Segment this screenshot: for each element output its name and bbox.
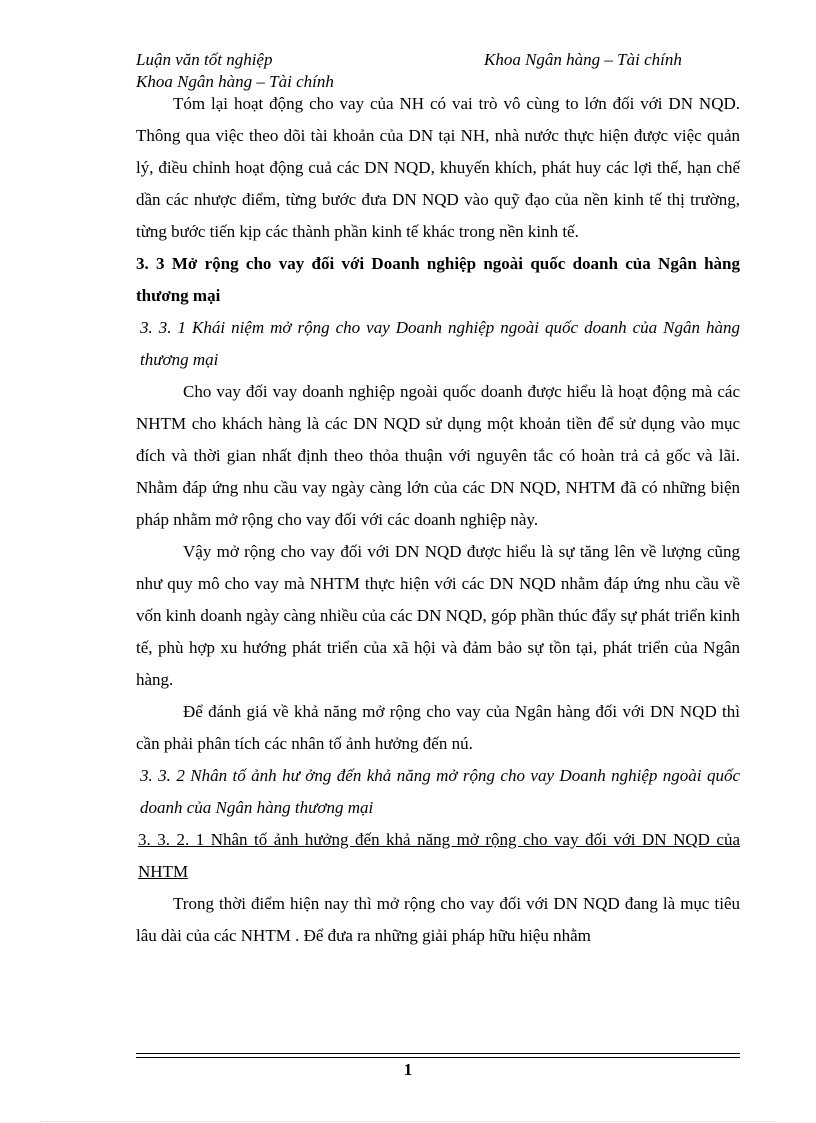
page-bottom-divider	[40, 1121, 776, 1122]
paragraph-current: Trong thời điểm hiện nay thì mở rộng cho vay đối với DN NQD đang là mục tiêu lâu dài của các NHTM . Để đưa ra những giải pháp hữu hiệu nhằm	[136, 894, 740, 945]
paragraph-summary: Tóm lại hoạt động cho vay của NH có vai trò vô cùng to lớn đối với DN NQD. Thông qua việc theo dõi tài khoản của DN tại NH, nhà nước thực hiện được việc quản lý, điều chỉnh hoạt động cuả các DN NQD, khuyến khích, phát huy các lợi thế, hạn chế dần các nhược điểm, từng bước đưa DN NQD vào quỹ đạo của nền kinh tế thị trường, từng bước tiến kịp các thành phần kinh tế khác trong nền kinh tế.	[136, 94, 740, 241]
footer-rule-bottom	[136, 1057, 740, 1058]
paragraph-expansion: Vậy mở rộng cho vay đối với DN NQD được hiểu là sự tăng lên về lượng cũng như quy mô cho vay mà NHTM thực hiện với các DN NQD nhằm đáp ứng nhu cầu về vốn kinh doanh ngày càng nhiều của các DN NQD, góp phần thúc đẩy sự phát triển kinh tế, phù hợp xu hướng phát triển của xã hội và đảm bảo sự tồn tại, phát triển của Ngân hàng.	[136, 542, 740, 689]
subsection-heading-3-3-2: 3. 3. 2 Nhân tố ảnh hư ởng đến khả năng mở rộng cho vay Doanh nghiệp ngoài quốc doanh của Ngân hàng thương mại	[140, 766, 740, 817]
subsection-heading-3-3-2-1: 3. 3. 2. 1 Nhân tố ảnh hưởng đến khả năng mở rộng cho vay đối với DN NQD của NHTM	[138, 830, 740, 881]
page-number: 1	[403, 1060, 413, 1079]
subsection-heading-3-3-1: 3. 3. 1 Khái niệm mở rộng cho vay Doanh nghiệp ngoài quốc doanh của Ngân hàng thương mại	[140, 318, 740, 369]
paragraph-definition: Cho vay đối vay doanh nghiệp ngoài quốc doanh được hiểu là hoạt động mà các NHTM cho khách hàng là các DN NQD sử dụng một khoản tiền để sử dụng vào mục đích và thời gian nhất định theo thỏa thuận với nguyên tắc có hoàn trả cả gốc và lãi. Nhằm đáp ứng nhu cầu vay ngày càng lớn của các DN NQD, NHTM đã có những biện pháp nhằm mở rộng cho vay đối với các doanh nghiệp này.	[136, 382, 740, 529]
header-right-line1: Khoa Ngân hàng – Tài chính	[484, 50, 682, 69]
header-left-line2: Khoa Ngân hàng – Tài chính	[136, 72, 334, 91]
paragraph-evaluation: Để đánh giá về khả năng mở rộng cho vay của Ngân hàng đối với DN NQD thì cần phải phân tích các nhân tố ảnh hưởng đến nú.	[136, 702, 740, 753]
document-body	[136, 88, 740, 952]
section-heading-3-3: 3. 3 Mở rộng cho vay đối với Doanh nghiệp ngoài quốc doanh của Ngân hàng thương mại	[136, 254, 740, 305]
header-left-line1: Luận văn tốt nghiệp	[136, 50, 273, 69]
footer-rule-top	[136, 1053, 740, 1054]
